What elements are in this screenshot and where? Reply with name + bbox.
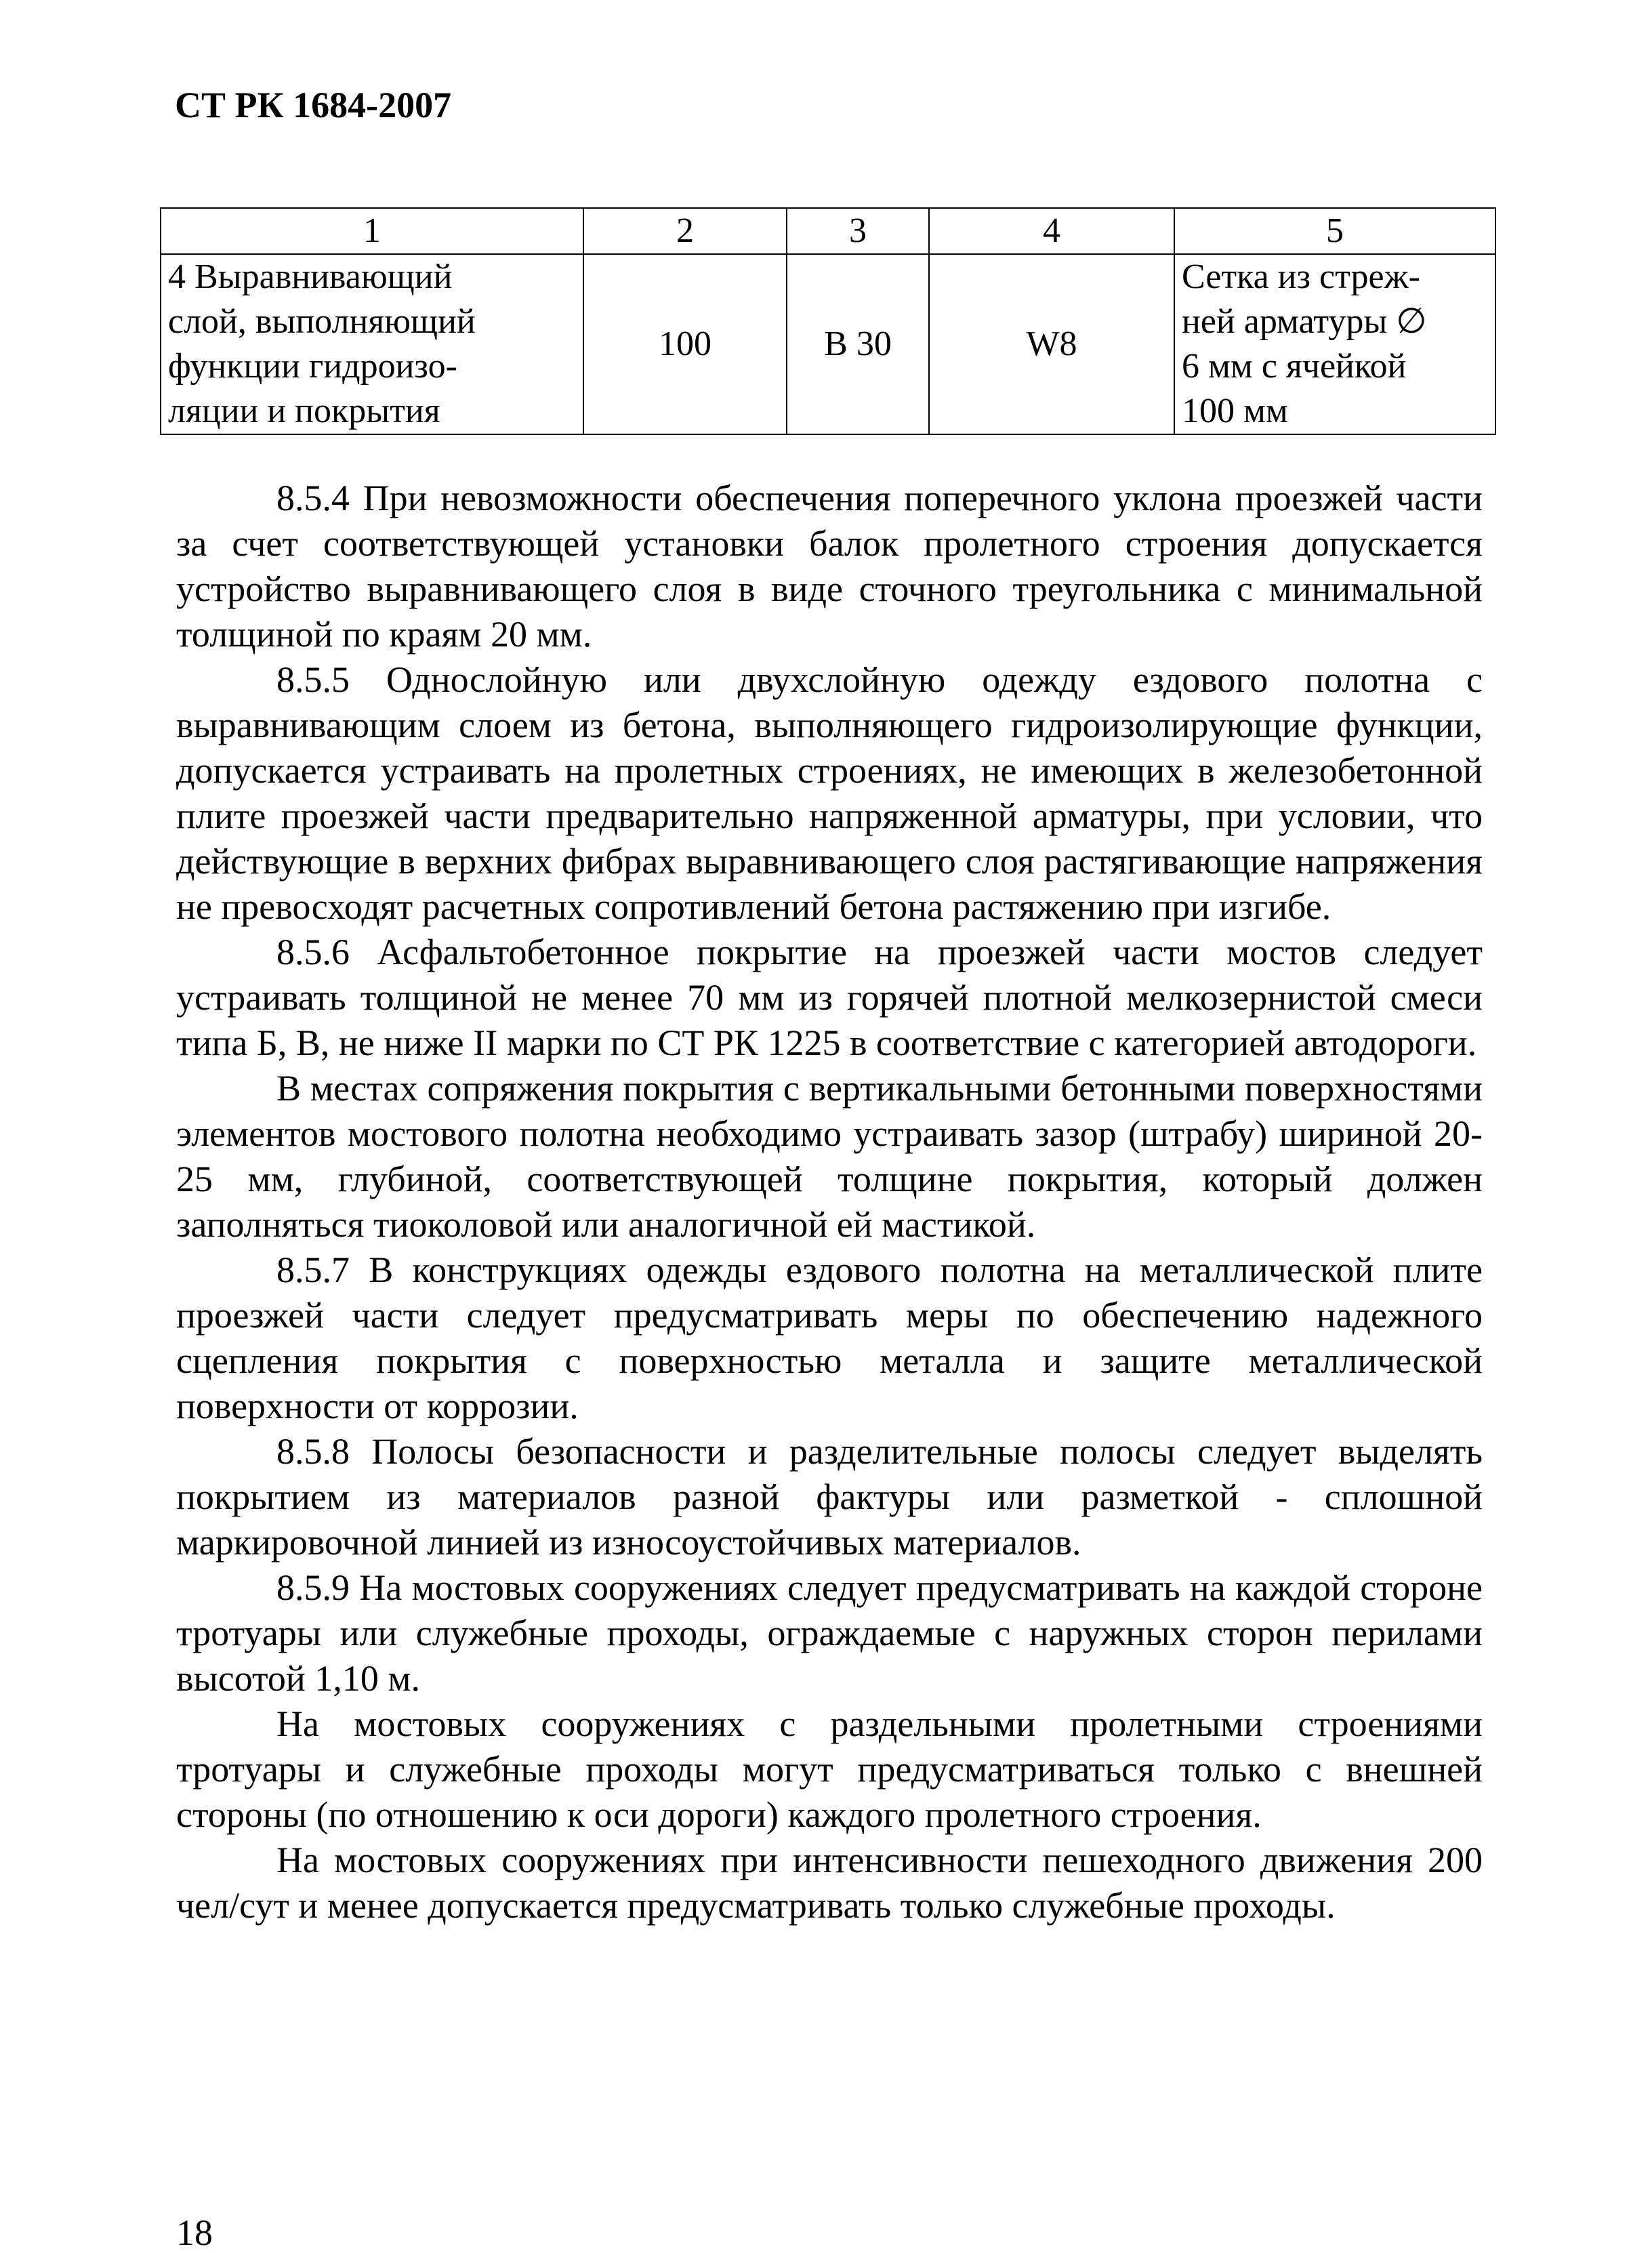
column-number-3: 3 [787, 208, 929, 254]
layer-name-line: функции гидроизо- [168, 347, 457, 386]
column-number-4: 4 [929, 208, 1174, 254]
reinforcement-cell [1174, 254, 1495, 434]
layer-name-line: ляции и покрытия [168, 392, 440, 430]
layer-name-cell [161, 254, 583, 434]
reinforcement-line: 100 мм [1182, 392, 1288, 430]
document-code-header: СТ РК 1684-2007 [175, 85, 452, 125]
paragraph-8-5-8: 8.5.8 Полосы безопасности и разделительные полосы следует выделять покрытием из материалов разной фактуры или разметкой - сплошной маркировочной линией из износоустойчивых материалов. [176, 1431, 1483, 1563]
paragraph-8-5-5: 8.5.5 Однослойную или двухслойную одежду ездового полотна с выравнивающим слоем из бетона, выполняющего гидроизолирующие функции, допускается устраивать на пролетных строениях, не имеющих в железобетонной плите проезжей части предварительно напряженной арматуры, при условии, что действующие в верхних фибрах выравнивающего слоя растягивающие напряжения не превосходят расчетных сопротивлений бетона растяжению при изгибе. [176, 659, 1483, 927]
water-resistance-cell: W8 [929, 254, 1174, 434]
paragraph-8-5-4: 8.5.4 При невозможности обеспечения поперечного уклона проезжей части за счет соответствующей установки балок пролетного строения допускается устройство выравнивающего слоя в виде сточного треугольника с минимальной толщиной по краям 20 мм. [176, 478, 1483, 655]
paragraph-8-5-9-pedestrian: На мостовых сооружениях при интенсивности пешеходного движения 200 чел/сут и менее допускается предусматривать только служебные проходы. [176, 1840, 1483, 1926]
road-surface-layers-table [160, 207, 1496, 435]
layer-name-line: 4 Выравнивающий [168, 257, 453, 296]
paragraph-8-5-6-joint: В местах сопряжения покрытия с вертикальными бетонными поверхностями элементов мостового полотна необходимо устраивать зазор (штрабу) шириной 20-25 мм, глубиной, соответствующей толщине покрытия, который должен заполняться тиоколовой или аналогичной ей мастикой. [176, 1068, 1483, 1245]
table-row [161, 254, 1495, 434]
reinforcement-line: 6 мм с ячейкой [1182, 347, 1407, 386]
paragraph-8-5-7: 8.5.7 В конструкциях одежды ездового полотна на металлической плите проезжей части следует предусматривать меры по обеспечению надежного сцепления покрытия с поверхностью металла и защите металлической поверхности от коррозии. [176, 1249, 1483, 1426]
paragraph-8-5-6: 8.5.6 Асфальтобетонное покрытие на проезжей части мостов следует устраивать толщиной не менее 70 мм из горячей плотной мелкозернистой смеси типа Б, В, не ниже II марки по СТ РК 1225 в соответствие с категорией автодороги. [176, 932, 1483, 1063]
reinforcement-line: Сетка из стреж- [1182, 257, 1420, 296]
page-number: 18 [176, 2212, 213, 2253]
table-column-number-row [161, 208, 1495, 254]
column-number-5: 5 [1174, 208, 1495, 254]
reinforcement-line: ней арматуры ∅ [1182, 302, 1427, 341]
document-body [176, 476, 1483, 1928]
paragraph-8-5-9: 8.5.9 На мостовых сооружениях следует предусматривать на каждой стороне тротуары или служебные проходы, ограждаемые с наружных сторон перилами высотой 1,10 м. [176, 1567, 1483, 1699]
paragraph-8-5-9-separate-spans: На мостовых сооружениях с раздельными пролетными строениями тротуары и служебные проходы могут предусматриваться только с внешней стороны (по отношению к оси дороги) каждого пролетного строения. [176, 1703, 1483, 1835]
column-number-1: 1 [161, 208, 583, 254]
layer-name-line: слой, выполняющий [168, 302, 476, 341]
column-number-2: 2 [583, 208, 787, 254]
thickness-cell: 100 [583, 254, 787, 434]
concrete-class-cell: В 30 [787, 254, 929, 434]
